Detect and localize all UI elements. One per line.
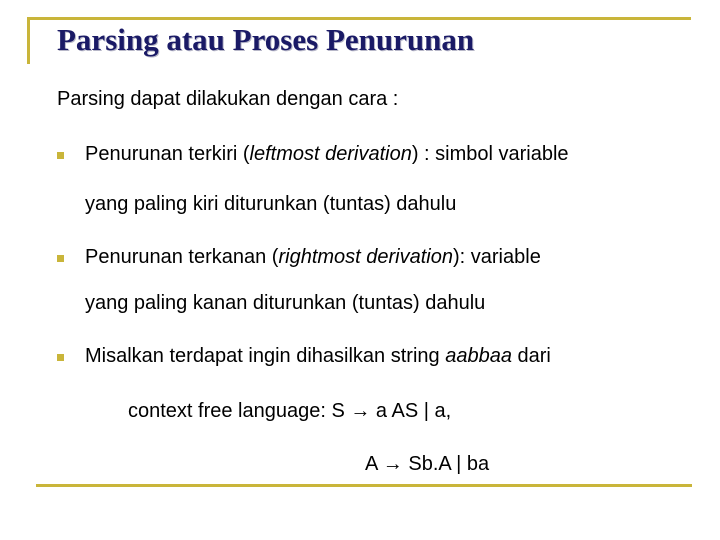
title-frame-left-rule [27, 17, 30, 64]
bullet-3-line-1: Misalkan terdapat ingin dihasilkan string aabbaa dari [85, 345, 551, 367]
bullet-1-line-1: Penurunan terkiri (leftmost derivation) : simbol variable [85, 143, 569, 165]
title-frame-top-rule [27, 17, 691, 20]
bullet-2-line-1: Penurunan terkanan (rightmost derivation): variable [85, 246, 541, 268]
bullet-square-icon [57, 255, 64, 262]
grammar-rule-a: A → Sb.A | ba [365, 453, 490, 475]
slide-title: Parsing atau Proses Penurunan [57, 22, 475, 57]
bullet-2-line-2: yang paling kanan diturunkan (tuntas) dahulu [85, 292, 486, 314]
intro-text: Parsing dapat dilakukan dengan cara : [57, 88, 399, 110]
bottom-rule [36, 484, 692, 487]
bullet-square-icon [57, 152, 64, 159]
bullet-1-line-2: yang paling kiri diturunkan (tuntas) dahulu [85, 193, 457, 215]
grammar-rule-s: context free language: S → a AS | a, [128, 400, 452, 422]
bullet-square-icon [57, 354, 64, 361]
